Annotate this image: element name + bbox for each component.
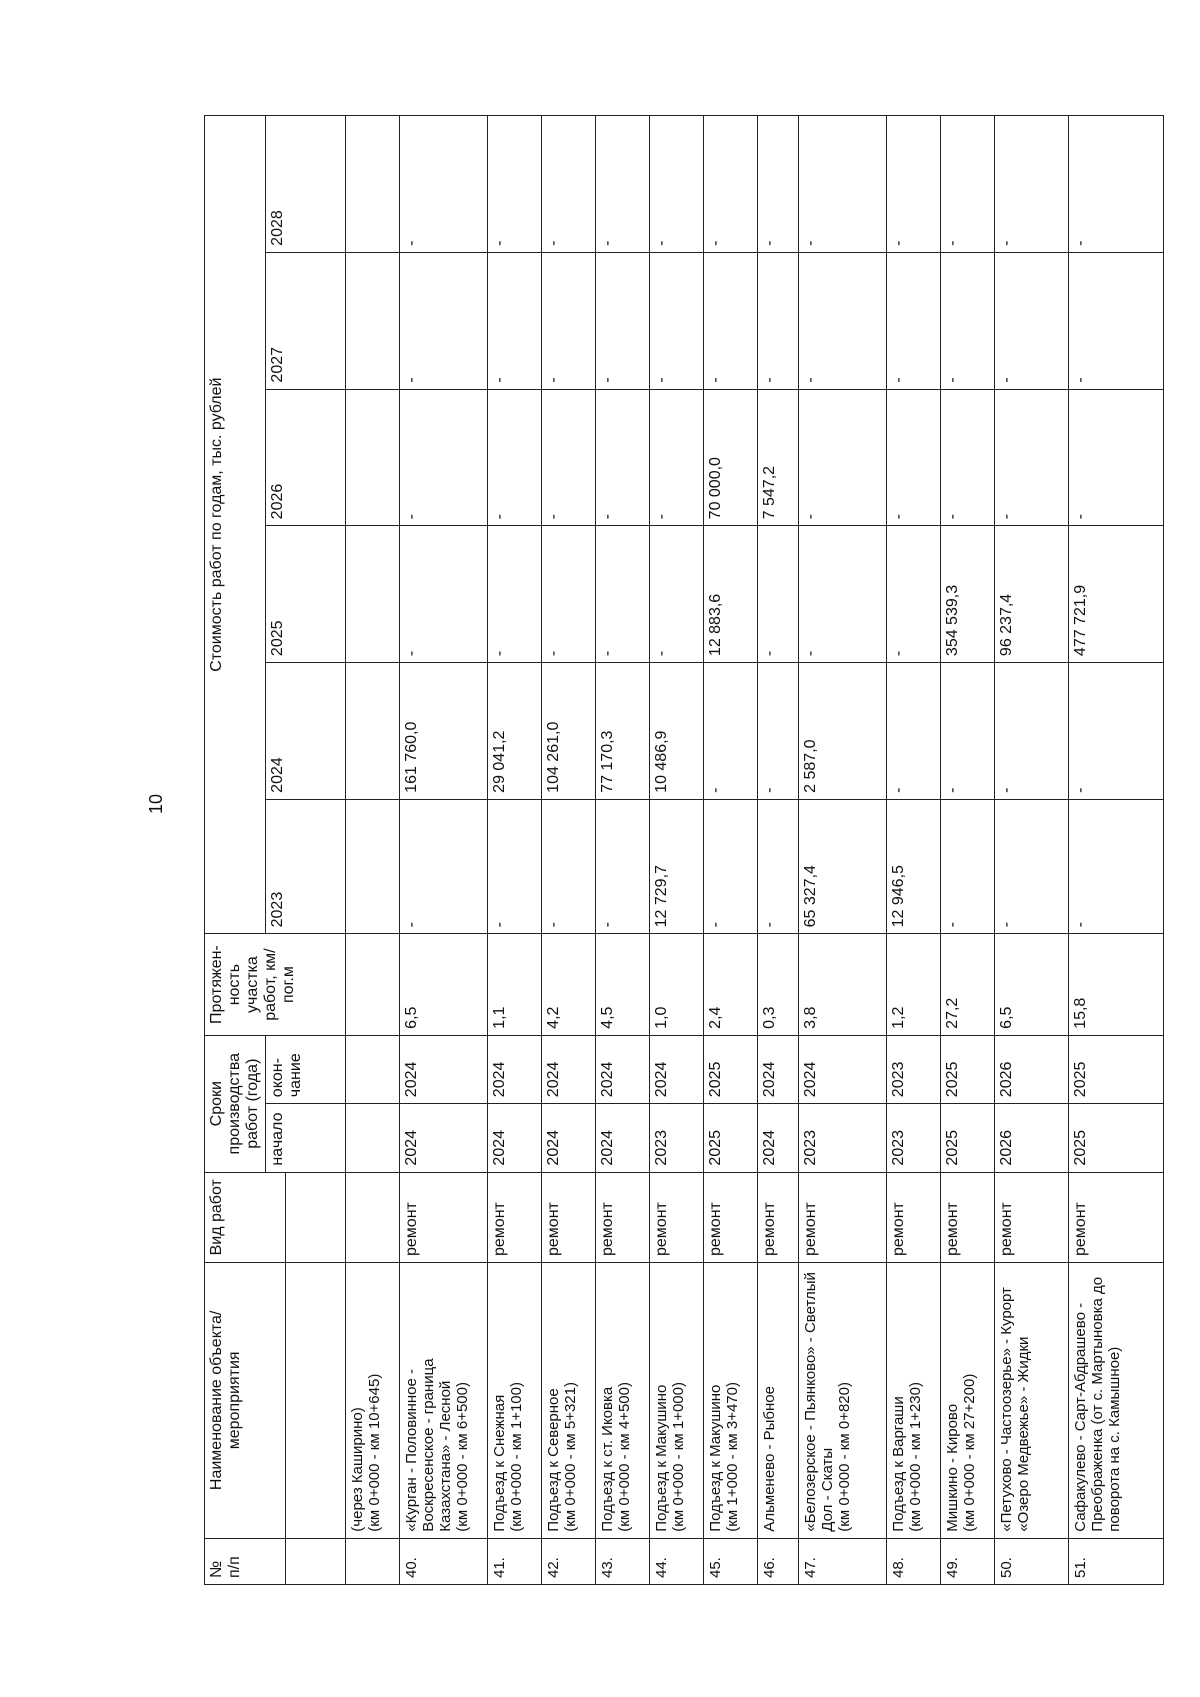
row-cost-2026: - — [994, 389, 1068, 526]
row-start-year: 2025 — [1069, 1104, 1164, 1172]
row-cost-2023: - — [940, 799, 994, 934]
header-year-2023: 2023 — [266, 799, 346, 934]
row-cost-2023: 12 946,5 — [886, 799, 940, 934]
row-end-year: 2024 — [758, 1035, 799, 1103]
row-cost-2024: 104 261,0 — [542, 663, 596, 800]
row-cost-2025: - — [596, 526, 650, 663]
row-work-type: ремонт — [1069, 1172, 1164, 1262]
row-name: «Курган - Половинное - Воскресенское - граница Казахстана» - Лесной (км 0+000 - км 6+500) — [400, 1262, 488, 1538]
row-cost-2027: - — [650, 252, 704, 389]
row-cost-2025: - — [650, 526, 704, 663]
row-length: 4,2 — [542, 934, 596, 1035]
row-cost-2024: - — [704, 663, 758, 800]
table-row — [994, 116, 1068, 1585]
row-start-year: 2024 — [487, 1104, 541, 1172]
row-cost-2028: - — [798, 116, 886, 253]
table-row — [542, 116, 596, 1585]
table-row — [940, 116, 994, 1585]
row-cost-2026: - — [542, 389, 596, 526]
row-start-year: 2023 — [798, 1104, 886, 1172]
row-cost-2025: 477 721,9 — [1069, 526, 1164, 663]
row-start-year: 2024 — [758, 1104, 799, 1172]
row-cost-2027: - — [542, 252, 596, 389]
row-cost-2023: - — [400, 799, 488, 934]
row-cost-2028: - — [542, 116, 596, 253]
table-row — [886, 116, 940, 1585]
row-name: Подъезд к Варгаши (км 0+000 - км 1+230) — [886, 1262, 940, 1538]
row-num — [346, 1538, 400, 1584]
row-cost-2024: - — [940, 663, 994, 800]
row-cost-2027 — [346, 252, 400, 389]
row-num: 47. — [798, 1538, 886, 1584]
header-spacer-type — [286, 1172, 346, 1262]
table-row — [650, 116, 704, 1585]
row-cost-2026: - — [400, 389, 488, 526]
row-work-type: ремонт — [940, 1172, 994, 1262]
row-num: 42. — [542, 1538, 596, 1584]
row-cost-2026: 70 000,0 — [704, 389, 758, 526]
row-cost-2027: - — [400, 252, 488, 389]
row-cost-2028: - — [596, 116, 650, 253]
row-end-year: 2024 — [400, 1035, 488, 1103]
row-num: 50. — [994, 1538, 1068, 1584]
row-cost-2023: - — [758, 799, 799, 934]
header-name: Наименование объекта/ мероприятия — [205, 1262, 286, 1538]
row-num: 46. — [758, 1538, 799, 1584]
row-name: Подъезд к Макушино (км 1+000 - км 3+470) — [704, 1262, 758, 1538]
row-cost-2026: - — [650, 389, 704, 526]
row-start-year: 2024 — [542, 1104, 596, 1172]
header-cost: Стоимость работ по годам, тыс. рублей — [205, 116, 266, 934]
row-work-type: ремонт — [994, 1172, 1068, 1262]
row-cost-2024: 161 760,0 — [400, 663, 488, 800]
row-work-type: ремонт — [596, 1172, 650, 1262]
row-length: 15,8 — [1069, 934, 1164, 1035]
row-num: 45. — [704, 1538, 758, 1584]
row-cost-2026: 7 547,2 — [758, 389, 799, 526]
row-end-year: 2025 — [1069, 1035, 1164, 1103]
row-cost-2026: - — [798, 389, 886, 526]
row-name: Подъезд к ст. Иковка (км 0+000 - км 4+500) — [596, 1262, 650, 1538]
row-work-type: ремонт — [758, 1172, 799, 1262]
row-cost-2026: - — [1069, 389, 1164, 526]
row-cost-2027: - — [758, 252, 799, 389]
row-cost-2024: - — [1069, 663, 1164, 800]
table-row — [1069, 116, 1164, 1585]
works-table — [204, 115, 1164, 1585]
row-start-year: 2025 — [940, 1104, 994, 1172]
row-length: 1,2 — [886, 934, 940, 1035]
row-cost-2027: - — [798, 252, 886, 389]
header-num: № п/п — [205, 1538, 286, 1584]
row-start-year: 2023 — [650, 1104, 704, 1172]
row-cost-2023: 65 327,4 — [798, 799, 886, 934]
header-year-2024: 2024 — [266, 663, 346, 800]
row-end-year: 2024 — [650, 1035, 704, 1103]
row-start-year: 2024 — [596, 1104, 650, 1172]
row-work-type: ремонт — [650, 1172, 704, 1262]
row-work-type: ремонт — [798, 1172, 886, 1262]
row-cost-2027: - — [940, 252, 994, 389]
row-cost-2028: - — [1069, 116, 1164, 253]
row-cost-2028: - — [940, 116, 994, 253]
row-cost-2023: - — [994, 799, 1068, 934]
rotated-table-container — [204, 115, 1164, 1585]
row-cost-2028: - — [704, 116, 758, 253]
header-year-2025: 2025 — [266, 526, 346, 663]
row-cost-2028: - — [994, 116, 1068, 253]
row-num: 51. — [1069, 1538, 1164, 1584]
row-cost-2025: - — [798, 526, 886, 663]
row-name: Сафакулево - Сарт-Абдрашево - Преображенка (от с. Мартыновка до поворота на с. Камышное) — [1069, 1262, 1164, 1538]
row-cost-2025: - — [487, 526, 541, 663]
row-cost-2024: 2 587,0 — [798, 663, 886, 800]
row-length: 6,5 — [994, 934, 1068, 1035]
row-num: 41. — [487, 1538, 541, 1584]
row-work-type: ремонт — [487, 1172, 541, 1262]
row-start-year: 2024 — [400, 1104, 488, 1172]
row-name: (через Каширино) (км 0+000 - км 10+645) — [346, 1262, 400, 1538]
header-length: Протяжен-ность участка работ, км/ пог.м — [205, 934, 346, 1035]
row-work-type: ремонт — [400, 1172, 488, 1262]
row-cost-2023: - — [542, 799, 596, 934]
row-cost-2027: - — [1069, 252, 1164, 389]
header-start: начало — [266, 1104, 346, 1172]
row-num: 44. — [650, 1538, 704, 1584]
row-num: 48. — [886, 1538, 940, 1584]
row-cost-2024: - — [994, 663, 1068, 800]
row-end-year: 2025 — [940, 1035, 994, 1103]
header-year-2026: 2026 — [266, 389, 346, 526]
header-spacer-num — [286, 1538, 346, 1584]
row-start-year — [346, 1104, 400, 1172]
row-end-year — [346, 1035, 400, 1103]
table-row — [758, 116, 799, 1585]
table-row — [798, 116, 886, 1585]
row-start-year: 2026 — [994, 1104, 1068, 1172]
row-cost-2028: - — [400, 116, 488, 253]
header-year-2028: 2028 — [266, 116, 346, 253]
row-cost-2025: - — [886, 526, 940, 663]
row-cost-2024: - — [758, 663, 799, 800]
row-cost-2024: 77 170,3 — [596, 663, 650, 800]
table-row — [400, 116, 488, 1585]
row-cost-2025: 96 237,4 — [994, 526, 1068, 663]
row-cost-2025: - — [400, 526, 488, 663]
row-cost-2023: 12 729,7 — [650, 799, 704, 934]
row-name: Подъезд к Снежная (км 0+000 - км 1+100) — [487, 1262, 541, 1538]
header-year-2027: 2027 — [266, 252, 346, 389]
table-row — [346, 116, 400, 1585]
row-start-year: 2025 — [704, 1104, 758, 1172]
row-cost-2024: - — [886, 663, 940, 800]
row-num: 43. — [596, 1538, 650, 1584]
row-length: 1,1 — [487, 934, 541, 1035]
row-end-year: 2025 — [704, 1035, 758, 1103]
row-work-type: ремонт — [542, 1172, 596, 1262]
row-end-year: 2024 — [596, 1035, 650, 1103]
table-row — [596, 116, 650, 1585]
row-work-type: ремонт — [704, 1172, 758, 1262]
row-end-year: 2024 — [542, 1035, 596, 1103]
row-length: 6,5 — [400, 934, 488, 1035]
header-spacer-name — [286, 1262, 346, 1538]
row-name: Мишкино - Кирово (км 0+000 - км 27+200) — [940, 1262, 994, 1538]
row-cost-2028: - — [758, 116, 799, 253]
row-work-type: ремонт — [886, 1172, 940, 1262]
header-terms: Сроки производства работ (года) — [205, 1035, 266, 1172]
row-cost-2027: - — [994, 252, 1068, 389]
row-cost-2027: - — [704, 252, 758, 389]
row-cost-2025: 12 883,6 — [704, 526, 758, 663]
row-cost-2028: - — [886, 116, 940, 253]
table-body — [346, 116, 1164, 1585]
row-cost-2025: 354 539,3 — [940, 526, 994, 663]
row-length: 4,5 — [596, 934, 650, 1035]
table-row — [487, 116, 541, 1585]
page-number: 10 — [146, 793, 166, 815]
row-num: 40. — [400, 1538, 488, 1584]
row-cost-2027: - — [886, 252, 940, 389]
row-cost-2023 — [346, 799, 400, 934]
row-cost-2028 — [346, 116, 400, 253]
row-cost-2026: - — [940, 389, 994, 526]
header-end: окон-чание — [266, 1035, 346, 1103]
row-cost-2027: - — [596, 252, 650, 389]
row-start-year: 2023 — [886, 1104, 940, 1172]
header-work-type: Вид работ — [205, 1172, 286, 1262]
row-name: Альменево - Рыбное — [758, 1262, 799, 1538]
row-end-year: 2026 — [994, 1035, 1068, 1103]
row-cost-2025 — [346, 526, 400, 663]
row-length — [346, 934, 400, 1035]
row-num: 49. — [940, 1538, 994, 1584]
row-end-year: 2024 — [487, 1035, 541, 1103]
row-cost-2024 — [346, 663, 400, 800]
row-length: 27,2 — [940, 934, 994, 1035]
row-cost-2028: - — [487, 116, 541, 253]
row-length: 1,0 — [650, 934, 704, 1035]
row-end-year: 2024 — [798, 1035, 886, 1103]
row-cost-2026: - — [596, 389, 650, 526]
row-cost-2023: - — [596, 799, 650, 934]
row-cost-2026 — [346, 389, 400, 526]
row-cost-2024: 29 041,2 — [487, 663, 541, 800]
row-cost-2025: - — [758, 526, 799, 663]
row-cost-2028: - — [650, 116, 704, 253]
table-row — [704, 116, 758, 1585]
row-cost-2024: 10 486,9 — [650, 663, 704, 800]
row-work-type — [346, 1172, 400, 1262]
row-length: 2,4 — [704, 934, 758, 1035]
row-name: «Петухово - Частоозерье» - Курорт «Озеро Медвежье» - Жидки — [994, 1262, 1068, 1538]
row-cost-2023: - — [1069, 799, 1164, 934]
row-cost-2026: - — [487, 389, 541, 526]
row-name: Подъезд к Макушино (км 0+000 - км 1+000) — [650, 1262, 704, 1538]
row-length: 3,8 — [798, 934, 886, 1035]
row-length: 0,3 — [758, 934, 799, 1035]
row-cost-2023: - — [704, 799, 758, 934]
row-cost-2027: - — [487, 252, 541, 389]
row-name: «Белозерское - Пьянково» - Светлый Дол - Скаты (км 0+000 - км 0+820) — [798, 1262, 886, 1538]
row-name: Подъезд к Северное (км 0+000 - км 5+321) — [542, 1262, 596, 1538]
row-end-year: 2023 — [886, 1035, 940, 1103]
row-cost-2023: - — [487, 799, 541, 934]
row-cost-2025: - — [542, 526, 596, 663]
row-cost-2026: - — [886, 389, 940, 526]
